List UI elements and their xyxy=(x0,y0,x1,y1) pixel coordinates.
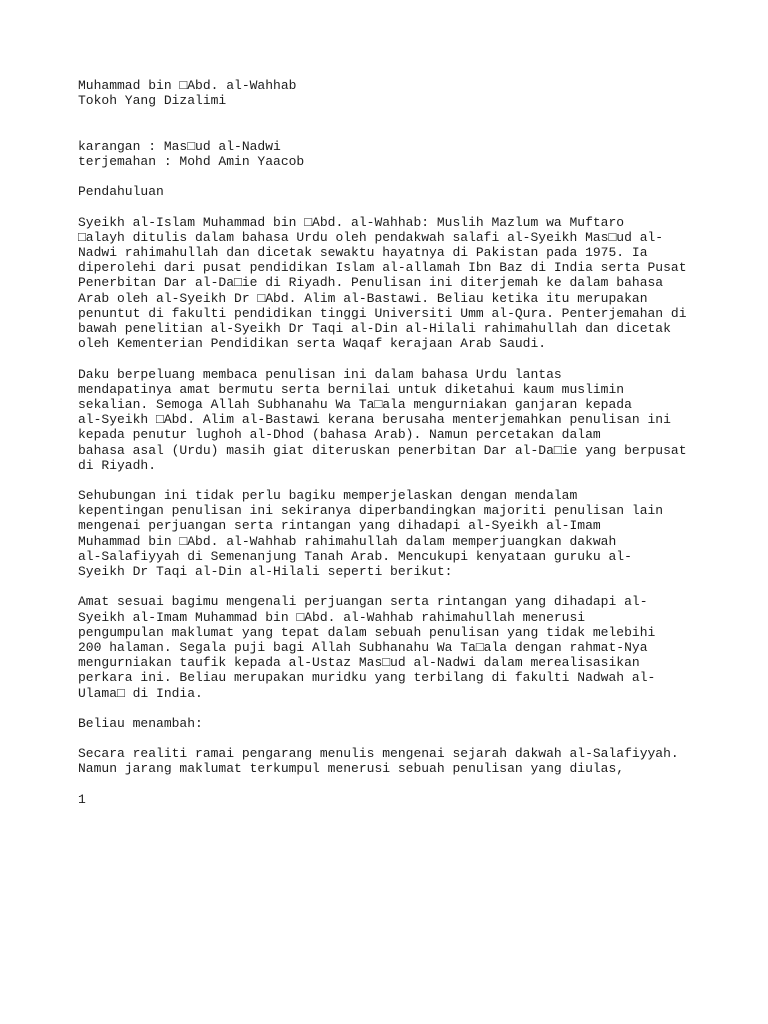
paragraph-line: Arab oleh al-Syeikh Dr □Abd. Alim al-Bastawi. Beliau ketika itu merupakan xyxy=(78,290,648,306)
paragraph-line: kepada penutur lughoh al-Dhod (bahasa Arab). Namun percetakan dalam xyxy=(78,427,601,443)
document-body xyxy=(78,78,718,807)
paragraph-5 xyxy=(78,716,718,731)
paragraph-line: pengumpulan maklumat yang tepat dalam sebuah penulisan yang tidak melebihi xyxy=(78,624,656,640)
paragraph-line: al-Salafiyyah di Semenanjung Tanah Arab. Mencukupi kenyataan guruku al- xyxy=(78,548,632,564)
paragraph-line: oleh Kementerian Pendidikan serta Waqaf kerajaan Arab Saudi. xyxy=(78,336,547,352)
paragraph-line: Namun jarang maklumat terkumpul menerusi sebuah penulisan yang diulas, xyxy=(78,761,625,777)
page-number: 1 xyxy=(78,791,86,807)
paragraph-line: mengurniakan taufik kepada al-Ustaz Mas□ud al-Nadwi dalam merealisasikan xyxy=(78,655,640,671)
paragraph-line: Amat sesuai bagimu mengenali perjuangan serta rintangan yang dihadapi al- xyxy=(78,594,648,610)
paragraph-line: Syeikh al-Imam Muhammad bin □Abd. al-Wahhab rahimahullah menerusi xyxy=(78,609,586,625)
paragraph-line: mengenai perjuangan serta rintangan yang dihadapi al-Syeikh al-Imam xyxy=(78,518,601,534)
paragraph-line: mendapatinya amat bermutu serta bernilai untuk diketahui kaum muslimin xyxy=(78,381,625,397)
paragraph-4 xyxy=(78,594,718,700)
paragraph-line: bahasa asal (Urdu) masih giat diteruskan penerbitan Dar al-Da□ie yang berpusat xyxy=(78,442,687,458)
credits-block xyxy=(78,139,718,169)
paragraph-line: kepentingan penulisan ini sekiranya diperbandingkan majoriti penulisan lain xyxy=(78,503,664,519)
paragraph-line: Syeikh al-Islam Muhammad bin □Abd. al-Wahhab: Muslih Mazlum wa Muftaro xyxy=(78,214,625,230)
paragraph-line: al-Syeikh □Abd. Alim al-Bastawi kerana berusaha menterjemahkan penulisan ini xyxy=(78,412,671,428)
paragraph-6 xyxy=(78,746,718,776)
paragraph-line: diperolehi dari pusat pendidikan Islam al-allamah Ibn Baz di India serta Pusat xyxy=(78,260,687,276)
paragraph-line: Daku berpeluang membaca penulisan ini dalam bahasa Urdu lantas xyxy=(78,366,562,382)
paragraph-line: Nadwi rahimahullah dan dicetak sewaktu hayatnya di Pakistan pada 1975. Ia xyxy=(78,245,648,261)
translator-credit: terjemahan : Mohd Amin Yaacob xyxy=(78,153,305,169)
paragraph-2 xyxy=(78,367,718,473)
paragraph-line: Ulama□ di India. xyxy=(78,685,203,701)
section-heading: Pendahuluan xyxy=(78,184,164,200)
paragraph-line: Penerbitan Dar al-Da□ie di Riyadh. Penulisan ini diterjemah ke dalam bahasa xyxy=(78,275,664,291)
paragraph-line: Syeikh Dr Taqi al-Din al-Hilali seperti berikut: xyxy=(78,564,453,580)
paragraph-line: Muhammad bin □Abd. al-Wahhab rahimahullah dalam memperjuangkan dakwah xyxy=(78,533,617,549)
paragraph-line: Beliau menambah: xyxy=(78,715,203,731)
paragraph-line: □alayh ditulis dalam bahasa Urdu oleh pendakwah salafi al-Syeikh Mas□ud al- xyxy=(78,229,664,245)
paragraph-line: bawah penelitian al-Syeikh Dr Taqi al-Din al-Hilali rahimahullah dan dicetak xyxy=(78,321,671,337)
paragraph-line: 200 halaman. Segala puji bagi Allah Subhanahu Wa Ta□ala dengan rahmat-Nya xyxy=(78,639,648,655)
paragraph-3 xyxy=(78,488,718,579)
paragraph-line: perkara ini. Beliau merupakan muridku yang terbilang di fakulti Nadwah al- xyxy=(78,670,656,686)
paragraph-line: sekalian. Semoga Allah Subhanahu Wa Ta□ala mengurniakan ganjaran kepada xyxy=(78,396,632,412)
title-block xyxy=(78,78,718,108)
paragraph-line: Sehubungan ini tidak perlu bagiku memperjelaskan dengan mendalam xyxy=(78,488,578,504)
document-subtitle: Tokoh Yang Dizalimi xyxy=(78,93,227,109)
author-credit: karangan : Mas□ud al-Nadwi xyxy=(78,138,281,154)
paragraph-line: Secara realiti ramai pengarang menulis mengenai sejarah dakwah al-Salafiyyah. xyxy=(78,746,679,762)
paragraph-line: penuntut di fakulti pendidikan tinggi Universiti Umm al-Qura. Penterjemahan di xyxy=(78,305,687,321)
paragraph-line: di Riyadh. xyxy=(78,457,157,473)
document-title: Muhammad bin □Abd. al-Wahhab xyxy=(78,78,297,93)
paragraph-1 xyxy=(78,215,718,352)
